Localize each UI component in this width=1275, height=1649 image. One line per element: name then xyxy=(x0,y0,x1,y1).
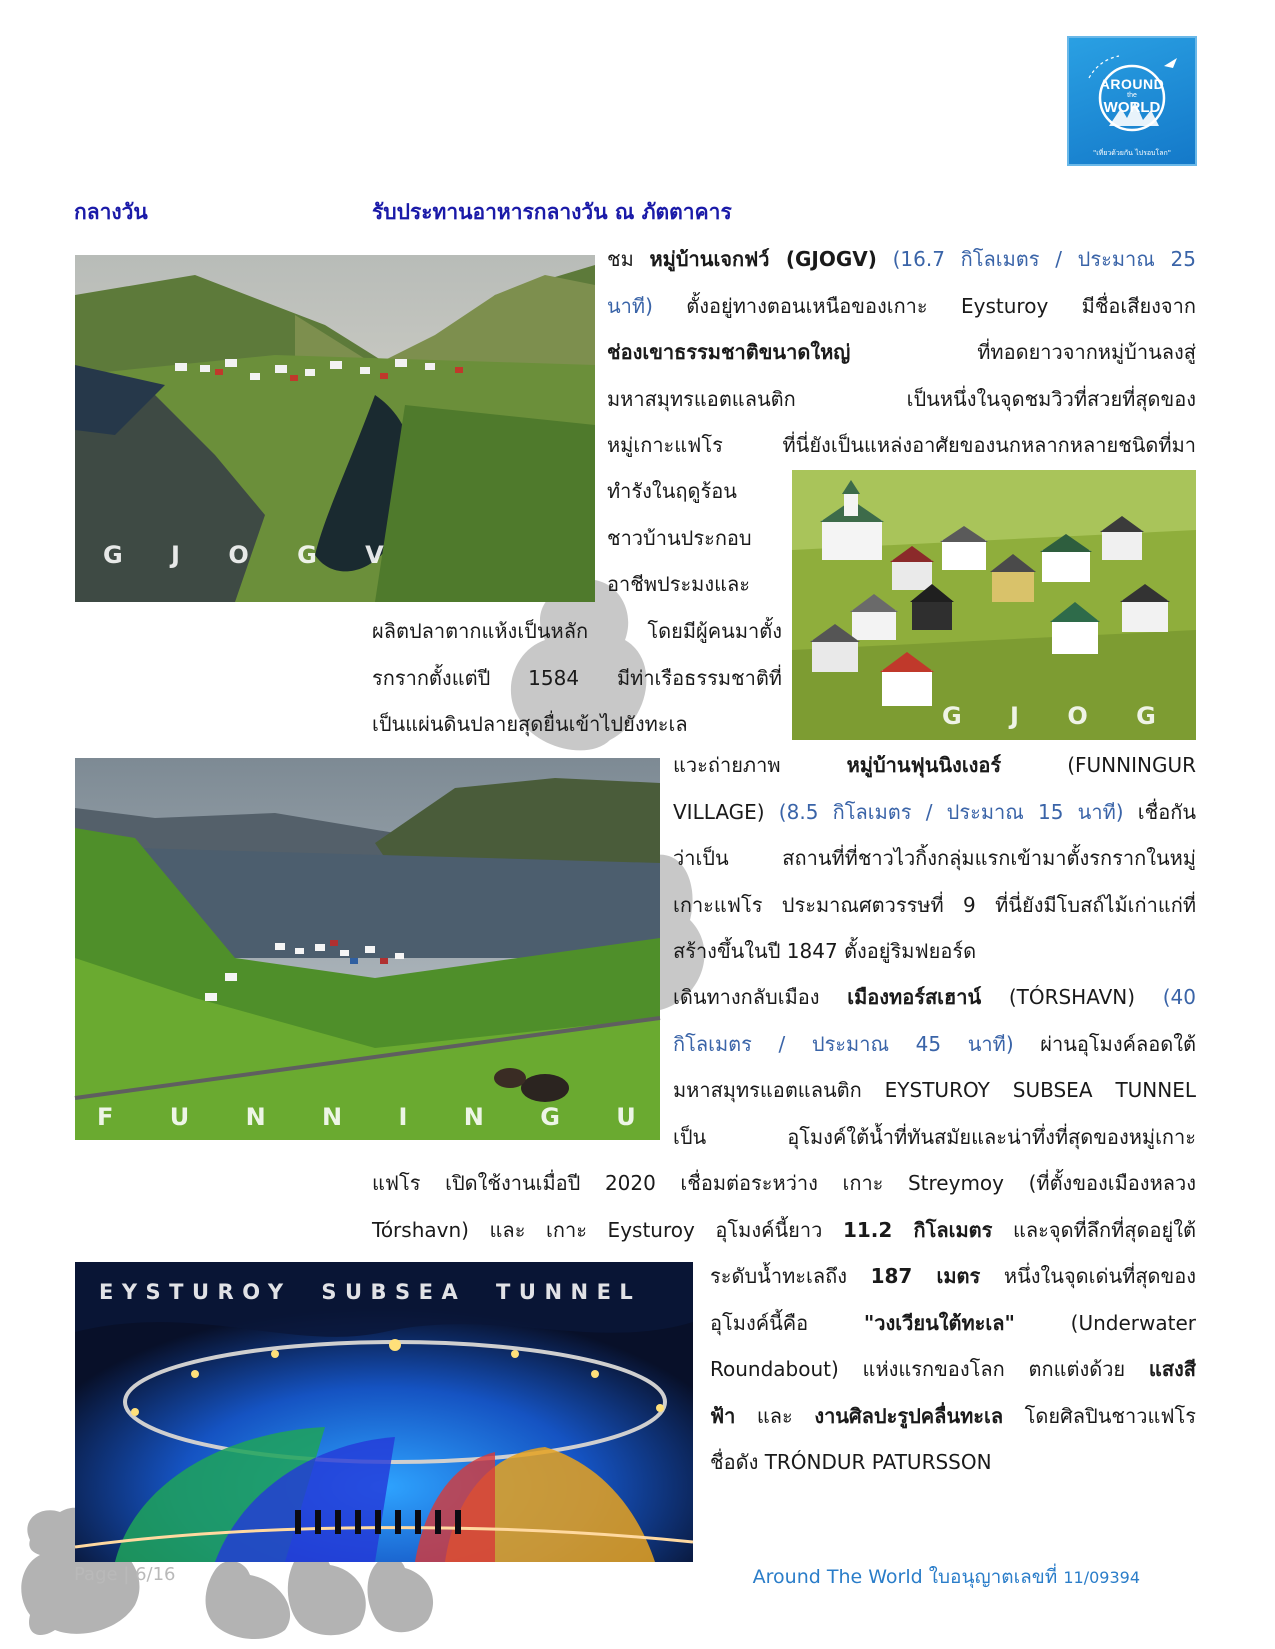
gjogv-paragraph-narrow xyxy=(607,468,782,608)
torshavn-line-4: เป็น อุโมงค์ใต้น้ำที่ทันสมัยและน่าทึ่งที่สุดของหมู่เกาะ xyxy=(673,1124,1196,1149)
gjogv-line-3: ช่องเขาธรรมชาติขนาดใหญ่ ที่ทอดยาวจากหมู่บ้านลงสู่ xyxy=(607,340,1196,364)
funningur-village-name: หมู่บ้านฟุนนิงเงอร์ xyxy=(846,753,1002,777)
torshavn-line-11: ชื่อดัง TRÓNDUR PATURSSON xyxy=(710,1450,992,1474)
logo-tagline: "เที่ยวด้วยกัน ไปรอบโลก" xyxy=(1093,149,1171,157)
gjogv-line-4: มหาสมุทรแอตแลนติก เป็นหนึ่งในจุดชมวิวที่สวยที่สุดของ xyxy=(607,386,1196,411)
torshavn-line-7: ระดับน้ำทะเลถึง 187 เมตร หนึ่งในจุดเด่นที่สุดของ xyxy=(710,1264,1196,1288)
logo-text-around: AROUND xyxy=(1099,76,1165,92)
footer-license xyxy=(753,1562,1140,1592)
torshavn-line-6: Tórshavn) และ เกาะ Eysturoy อุโมงค์นี้ยาว 11.2 กิโลเมตร และจุดที่ลึกที่สุดอยู่ใต้ xyxy=(372,1217,1196,1242)
funningur-line-2: VILLAGE) (8.5 กิโลเมตร / ประมาณ 15 นาที) เชื่อกัน xyxy=(673,799,1196,824)
page-number: Page | 6/16 xyxy=(74,1564,176,1585)
meal-text: รับประทานอาหารกลางวัน ณ ภัตตาคาร xyxy=(372,200,732,224)
torshavn-paragraph xyxy=(673,974,1196,1160)
torshavn-line-1: เดินทางกลับเมือง เมืองทอร์สเฮาน์ (TÓRSHAVN) (40 xyxy=(673,985,1197,1009)
gjogv-line-8: อาชีพประมงและ xyxy=(607,572,751,596)
funningur-caption: F U N N I N G U R xyxy=(97,1103,735,1131)
eysturoy-tunnel-photo xyxy=(75,1262,693,1562)
torshavn-line-2: กิโลเมตร / ประมาณ 45 นาที) ผ่านอุโมงค์ลอดใต้ xyxy=(673,1031,1196,1056)
funningur-paragraph xyxy=(673,742,1196,975)
torshavn-line-8: อุโมงค์นี้คือ "วงเวียนใต้ทะเล" (Underwater xyxy=(710,1310,1196,1335)
gjogv-paragraph xyxy=(607,236,1196,469)
funningur-line-5: สร้างขึ้นในปี 1847 ตั้งอยู่ริมฟยอร์ด xyxy=(673,939,977,963)
logo-text-the: the xyxy=(1127,92,1137,99)
funningur-line-4: เกาะแฟโร ประมาณศตวรรษที่ 9 ที่นี่ยังมีโบสถ์ไม้เก่าแก่ที่ xyxy=(673,892,1196,917)
torshavn-line-5: แฟโร เปิดใช้งานเมื่อปี 2020 เชื่อมต่อระหว่าง เกาะ Streymoy (ที่ตั้งของเมืองหลวง xyxy=(372,1171,1196,1195)
gjogv-village-photo xyxy=(792,470,1243,740)
torshavn-line-3: มหาสมุทรแอตแลนติก EYSTUROY SUBSEA TUNNEL xyxy=(673,1078,1196,1102)
around-the-world-logo xyxy=(1067,36,1197,166)
torshavn-line-9: Roundabout) แห่งแรกของโลก ตกแต่งด้วย แสงสี xyxy=(710,1357,1196,1381)
torshavn-paragraph-wide xyxy=(372,1160,1196,1253)
funningur-photo xyxy=(75,758,735,1140)
gjogv-gorge-caption: G J O G V xyxy=(103,541,404,569)
gjogv-village-caption: G J O G V xyxy=(942,702,1243,730)
footer-brand: Around The World ใบอนุญาตเลขที่ xyxy=(752,1566,1064,1588)
gjogv-line-5: หมู่เกาะแฟโร ที่นี่ยังเป็นแหล่งอาศัยของนกหลากหลายชนิดที่มา xyxy=(607,433,1196,457)
gjogv-line-9: ผลิตปลาตากแห้งเป็นหลัก โดยมีผู้คนมาตั้ง xyxy=(372,619,782,643)
gjogv-line-6: ทำรังในฤดูร้อน xyxy=(607,479,737,503)
gjogv-line-7: ชาวบ้านประกอบ xyxy=(607,525,752,550)
tunnel-caption: EYSTUROY SUBSEA TUNNEL xyxy=(99,1280,642,1304)
gjogv-village-name: หมู่บ้านเจกฟว์ (GJOGV) xyxy=(649,247,877,271)
torshavn-city-name: เมืองทอร์สเฮาน์ xyxy=(847,985,982,1009)
tunnel-paragraph xyxy=(710,1253,1196,1486)
time-label: กลางวัน xyxy=(74,200,148,224)
logo-text-world: WORLD xyxy=(1103,99,1161,116)
gjogv-line-11: เป็นแผ่นดินปลายสุดยื่นเข้าไปยังทะเล xyxy=(372,712,688,736)
gjogv-paragraph-bottom xyxy=(372,608,782,748)
funningur-line-1: แวะถ่ายภาพ หมู่บ้านฟุนนิงเงอร์ (FUNNINGUR xyxy=(673,753,1196,777)
torshavn-line-10: ฟ้า และ งานศิลปะรูปคลื่นทะเล โดยศิลปินชาวแฟโร xyxy=(710,1403,1196,1428)
gjogv-line-2: นาที) ตั้งอยู่ทางตอนเหนือของเกาะ Eysturoy มีชื่อเสียงจาก xyxy=(607,293,1196,318)
gjogv-line-1: ชม หมู่บ้านเจกฟว์ (GJOGV) (16.7 กิโลเมตร / ประมาณ 25 xyxy=(607,247,1196,271)
funningur-line-3: ว่าเป็น สถานที่ที่ชาวไวกิ้งกลุ่มแรกเข้ามาตั้งรกรากในหมู่ xyxy=(673,846,1196,870)
gjogv-gorge-photo xyxy=(75,255,595,602)
gjogv-line-10: รกรากตั้งแต่ปี 1584 มีท่าเรือธรรมชาติที่ xyxy=(372,665,782,690)
license-number: 11/09394 xyxy=(1063,1568,1140,1587)
